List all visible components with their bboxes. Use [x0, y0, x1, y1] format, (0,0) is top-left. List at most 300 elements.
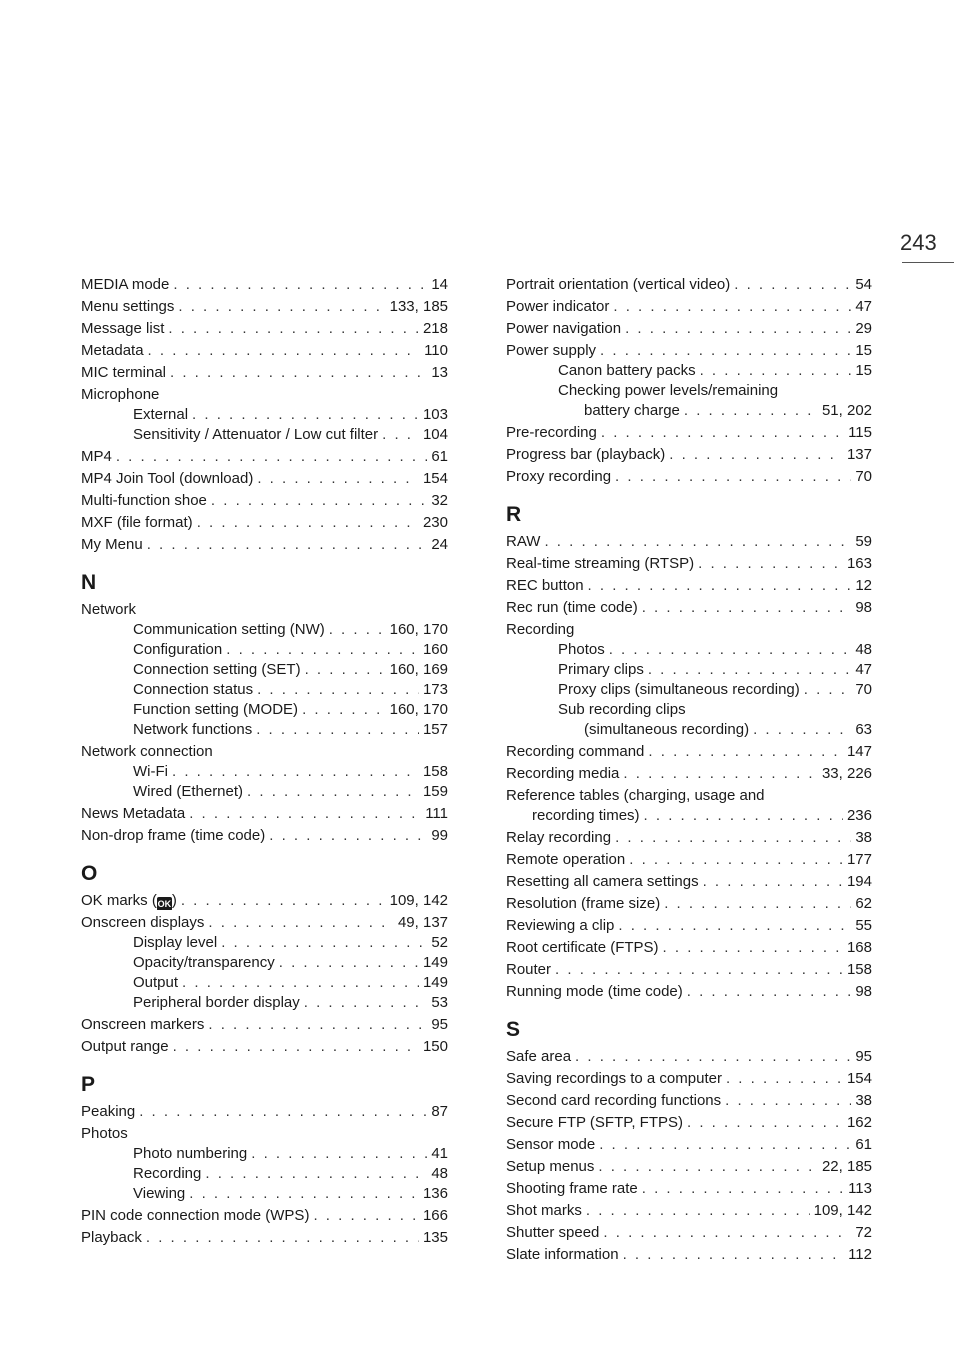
index-term: My Menu	[81, 536, 143, 553]
index-pages: 159	[422, 783, 448, 800]
dot-leader	[615, 828, 851, 847]
index-entry[interactable]	[506, 467, 872, 486]
dot-leader	[181, 891, 386, 910]
index-term: Resolution (frame size)	[506, 895, 661, 912]
index-entry[interactable]	[506, 982, 872, 1001]
index-term: Playback	[81, 1229, 142, 1246]
index-entry[interactable]	[506, 297, 872, 316]
index-pages: 48	[431, 1165, 448, 1182]
index-subentry[interactable]	[81, 993, 448, 1012]
index-pages: 109, 142	[389, 892, 448, 909]
index-term: (simultaneous recording)	[584, 721, 750, 738]
ok-marks-term-close: )	[171, 892, 177, 909]
index-term: Portrait orientation (vertical video)	[506, 276, 731, 293]
dot-leader	[279, 953, 419, 972]
index-term: Safe area	[506, 1048, 572, 1065]
dot-leader	[642, 1179, 844, 1198]
index-entry[interactable]	[81, 826, 448, 845]
dot-leader	[172, 762, 419, 781]
index-entry[interactable]	[81, 535, 448, 554]
index-pages: 115	[848, 424, 872, 441]
index-pages: 70	[855, 468, 872, 485]
index-term: Running mode (time code)	[506, 983, 683, 1000]
dot-leader	[684, 401, 818, 420]
index-pages: 14	[431, 276, 448, 293]
index-subentry[interactable]	[81, 680, 448, 699]
index-pages: 150	[422, 1038, 448, 1055]
index-term: Rec run (time code)	[506, 599, 638, 616]
index-entry-parent	[506, 620, 872, 639]
section-heading-n: N	[81, 571, 97, 594]
section-heading-o: O	[81, 862, 98, 885]
index-pages: 32	[431, 492, 448, 509]
dot-leader	[644, 806, 843, 825]
index-subentry[interactable]	[506, 401, 872, 420]
index-subentry[interactable]	[506, 660, 872, 679]
index-pages: 230	[422, 514, 448, 531]
index-term: Connection setting (SET)	[133, 661, 301, 678]
index-pages: 154	[422, 470, 448, 487]
index-entry[interactable]	[81, 469, 448, 488]
index-subentry[interactable]	[506, 720, 872, 739]
index-pages: 49, 137	[397, 914, 448, 931]
index-entry[interactable]	[506, 850, 872, 869]
dot-leader	[208, 1015, 427, 1034]
index-entry[interactable]	[506, 598, 872, 617]
index-entry[interactable]	[506, 1091, 872, 1110]
index-subentry[interactable]	[81, 640, 448, 659]
dot-leader	[146, 1228, 419, 1247]
index-term: RAW	[506, 533, 541, 550]
index-term: MP4	[81, 448, 112, 465]
index-entry[interactable]	[506, 532, 872, 551]
index-term: Message list	[81, 320, 165, 337]
dot-leader	[615, 467, 851, 486]
dot-leader	[147, 535, 428, 554]
dot-leader	[329, 620, 386, 639]
dot-leader	[304, 993, 428, 1012]
index-entry[interactable]	[81, 891, 448, 910]
index-pages: 41	[431, 1145, 448, 1162]
page-number: 243	[900, 230, 937, 255]
dot-leader	[575, 1047, 851, 1066]
index-pages: 95	[431, 1016, 448, 1033]
index-term: Recording command	[506, 743, 645, 760]
index-entry[interactable]	[506, 1069, 872, 1088]
index-pages: 13	[431, 364, 448, 381]
index-term: Recording	[133, 1165, 202, 1182]
index-pages: 194	[846, 873, 872, 890]
dot-leader	[178, 297, 385, 316]
index-entry-parent	[506, 786, 872, 805]
dot-leader	[173, 275, 427, 294]
index-term: Communication setting (NW)	[133, 621, 325, 638]
index-entry[interactable]	[81, 804, 448, 823]
index-term: Router	[506, 961, 552, 978]
index-subentry[interactable]	[81, 782, 448, 801]
dot-leader	[623, 764, 818, 783]
index-pages: 157	[422, 721, 448, 738]
index-subentry[interactable]	[81, 953, 448, 972]
index-subentry[interactable]	[81, 933, 448, 952]
dot-leader	[687, 982, 852, 1001]
index-entry[interactable]	[81, 341, 448, 360]
dot-leader	[588, 576, 852, 595]
index-entry[interactable]	[506, 938, 872, 957]
dot-leader	[664, 894, 851, 913]
index-pages: 160	[422, 641, 448, 658]
index-pages: 103	[422, 406, 448, 423]
dot-leader	[173, 1037, 419, 1056]
dot-leader	[703, 872, 843, 891]
index-entry[interactable]	[506, 742, 872, 761]
index-term: Recording	[506, 621, 575, 638]
dot-leader	[544, 532, 851, 551]
index-entry[interactable]	[81, 491, 448, 510]
index-term: Saving recordings to a computer	[506, 1070, 722, 1087]
index-pages: 63	[855, 721, 872, 738]
index-pages: 112	[848, 1246, 872, 1263]
index-pages: 98	[855, 599, 872, 616]
index-pages: 61	[431, 448, 448, 465]
dot-leader	[613, 297, 851, 316]
index-entry[interactable]	[506, 828, 872, 847]
index-term: Photos	[81, 1125, 128, 1142]
index-entry[interactable]	[506, 1047, 872, 1066]
index-term: Peripheral border display	[133, 994, 300, 1011]
index-entry[interactable]	[506, 554, 872, 573]
index-pages: 38	[855, 1092, 872, 1109]
ok-marks-term: OK marks (	[81, 892, 157, 909]
index-term: REC button	[506, 577, 584, 594]
index-pages: 133, 185	[389, 298, 448, 315]
index-term: Reviewing a clip	[506, 917, 615, 934]
dot-leader	[600, 341, 851, 360]
dot-leader	[197, 513, 419, 532]
index-pages: 47	[855, 661, 872, 678]
index-subentry[interactable]	[81, 405, 448, 424]
index-term: Shot marks	[506, 1202, 582, 1219]
index-pages: 160, 170	[389, 621, 448, 638]
dot-leader	[687, 1113, 843, 1132]
dot-leader	[698, 554, 843, 573]
index-pages: 15	[855, 362, 872, 379]
index-pages: 95	[855, 1048, 872, 1065]
index-pages: 160, 170	[389, 701, 448, 718]
dot-leader	[586, 1201, 810, 1220]
index-term: MXF (file format)	[81, 514, 193, 531]
dot-leader	[256, 720, 419, 739]
index-entry[interactable]	[81, 447, 448, 466]
section-heading-r: R	[506, 503, 522, 526]
dot-leader	[226, 640, 419, 659]
index-pages: 111	[425, 805, 448, 822]
index-pages: 136	[422, 1185, 448, 1202]
dot-leader	[208, 913, 394, 932]
index-subentry[interactable]	[506, 680, 872, 699]
index-entry[interactable]	[506, 894, 872, 913]
index-term: Photo numbering	[133, 1145, 248, 1162]
dot-leader	[205, 1164, 427, 1183]
index-subentry[interactable]	[506, 361, 872, 380]
dot-leader	[148, 341, 421, 360]
index-term: Configuration	[133, 641, 223, 658]
index-pages: 54	[855, 276, 872, 293]
index-pages: 38	[855, 829, 872, 846]
dot-leader	[725, 1091, 851, 1110]
index-entry-parent	[81, 1124, 448, 1143]
dot-leader	[139, 1102, 427, 1121]
index-term: News Metadata	[81, 805, 186, 822]
index-entry[interactable]	[81, 275, 448, 294]
index-subentry[interactable]	[506, 640, 872, 659]
index-entry[interactable]	[506, 1245, 872, 1264]
dot-leader	[618, 916, 851, 935]
index-term: Non-drop frame (time code)	[81, 827, 266, 844]
index-pages: 61	[855, 1136, 872, 1153]
index-entry[interactable]	[506, 275, 872, 294]
index-entry[interactable]	[506, 1113, 872, 1132]
index-entry[interactable]	[81, 1206, 448, 1225]
index-pages: 47	[855, 298, 872, 315]
index-entry[interactable]	[81, 1037, 448, 1056]
index-term: Second card recording functions	[506, 1092, 722, 1109]
index-term: Canon battery packs	[558, 362, 696, 379]
index-term	[81, 891, 177, 910]
index-term: Power indicator	[506, 298, 610, 315]
index-entry[interactable]	[81, 913, 448, 932]
index-entry[interactable]	[81, 363, 448, 382]
dot-leader	[182, 973, 419, 992]
index-pages: 109, 142	[813, 1202, 872, 1219]
index-term: Root certificate (FTPS)	[506, 939, 659, 956]
section-heading-s: S	[506, 1018, 521, 1041]
index-term: Power supply	[506, 342, 597, 359]
index-pages: 158	[422, 763, 448, 780]
index-term: Peaking	[81, 1103, 136, 1120]
dot-leader	[753, 720, 851, 739]
index-entry[interactable]	[506, 576, 872, 595]
dot-leader	[642, 598, 852, 617]
index-entry[interactable]	[506, 960, 872, 979]
index-subentry[interactable]	[81, 700, 448, 719]
index-pages: 51, 202	[821, 402, 872, 419]
index-entry[interactable]	[506, 1157, 872, 1176]
index-term: Microphone	[81, 386, 160, 403]
index-entry-parent	[81, 385, 448, 404]
index-pages: 173	[422, 681, 448, 698]
index-entry[interactable]	[506, 445, 872, 464]
index-term: Sensor mode	[506, 1136, 596, 1153]
index-term: Power navigation	[506, 320, 622, 337]
dot-leader	[603, 1223, 851, 1242]
dot-leader	[734, 275, 851, 294]
index-subentry[interactable]	[81, 1144, 448, 1163]
dot-leader	[623, 1245, 845, 1264]
index-term: Onscreen displays	[81, 914, 205, 931]
index-term: MIC terminal	[81, 364, 167, 381]
dot-leader	[313, 1206, 419, 1225]
index-term: Recording media	[506, 765, 620, 782]
index-term: Viewing	[133, 1185, 186, 1202]
dot-leader	[189, 804, 421, 823]
index-pages: 98	[855, 983, 872, 1000]
dot-leader	[625, 319, 851, 338]
index-pages: 154	[846, 1070, 872, 1087]
index-entry[interactable]	[506, 341, 872, 360]
page-number-rule	[902, 262, 954, 263]
index-pages: 110	[424, 342, 448, 359]
index-pages: 177	[846, 851, 872, 868]
index-term: Opacity/transparency	[133, 954, 275, 971]
index-pages: 149	[422, 954, 448, 971]
dot-leader	[192, 405, 419, 424]
index-term: Wi-Fi	[133, 763, 168, 780]
index-term: MP4 Join Tool (download)	[81, 470, 254, 487]
index-entry[interactable]	[81, 513, 448, 532]
index-entry[interactable]	[506, 423, 872, 442]
dot-leader	[251, 1144, 427, 1163]
index-term: Onscreen markers	[81, 1016, 205, 1033]
dot-leader	[629, 850, 843, 869]
index-term: Sub recording clips	[558, 701, 686, 718]
dot-leader	[700, 361, 852, 380]
index-term: Function setting (MODE)	[133, 701, 299, 718]
index-pages: 149	[422, 974, 448, 991]
index-subentry[interactable]	[81, 660, 448, 679]
index-term: Display level	[133, 934, 218, 951]
dot-leader	[170, 363, 427, 382]
dot-leader	[269, 826, 427, 845]
index-term: Output	[133, 974, 179, 991]
ok-mark-icon: OK	[157, 899, 172, 909]
index-entry[interactable]	[506, 1179, 872, 1198]
index-pages: 24	[431, 536, 448, 553]
index-subentry[interactable]	[81, 1164, 448, 1183]
dot-leader	[257, 469, 419, 488]
index-pages: 52	[431, 934, 448, 951]
index-entry[interactable]	[81, 1102, 448, 1121]
dot-leader	[302, 700, 386, 719]
index-entry[interactable]	[506, 806, 872, 825]
index-pages: 137	[846, 446, 872, 463]
index-entry[interactable]	[506, 916, 872, 935]
section-heading-p: P	[81, 1073, 96, 1096]
index-pages: 218	[422, 320, 448, 337]
index-term: Output range	[81, 1038, 169, 1055]
index-pages: 70	[855, 681, 872, 698]
index-pages: 158	[846, 961, 872, 978]
index-term: Photos	[558, 641, 605, 658]
dot-leader	[116, 447, 427, 466]
index-subentry[interactable]	[81, 620, 448, 639]
index-term: Remote operation	[506, 851, 626, 868]
index-term: Primary clips	[558, 661, 644, 678]
index-pages: 22, 185	[821, 1158, 872, 1175]
index-entry[interactable]	[81, 1015, 448, 1034]
index-entry[interactable]	[506, 1223, 872, 1242]
index-entry[interactable]	[506, 764, 872, 783]
dot-leader	[609, 640, 852, 659]
dot-leader	[555, 960, 843, 979]
index-entry[interactable]	[506, 319, 872, 338]
index-pages: 166	[422, 1207, 448, 1224]
dot-leader	[726, 1069, 843, 1088]
index-term: Pre-recording	[506, 424, 597, 441]
index-pages: 33, 226	[821, 765, 872, 782]
index-subentry[interactable]	[81, 720, 448, 739]
index-term: Network	[81, 601, 137, 618]
index-entry[interactable]	[506, 1201, 872, 1220]
index-pages: 72	[855, 1224, 872, 1241]
index-entry[interactable]	[506, 872, 872, 891]
index-term: battery charge	[584, 402, 680, 419]
index-subentry[interactable]	[81, 973, 448, 992]
index-pages: 12	[855, 577, 872, 594]
index-term: Slate information	[506, 1246, 619, 1263]
index-pages: 59	[855, 533, 872, 550]
index-entry[interactable]	[81, 297, 448, 316]
dot-leader	[598, 1157, 818, 1176]
index-pages: 87	[431, 1103, 448, 1120]
dot-leader	[305, 660, 386, 679]
index-pages: 29	[855, 320, 872, 337]
index-pages: 55	[855, 917, 872, 934]
index-subentry[interactable]	[81, 425, 448, 444]
index-pages: 62	[855, 895, 872, 912]
index-term: Menu settings	[81, 298, 175, 315]
index-pages: 48	[855, 641, 872, 658]
index-term: MEDIA mode	[81, 276, 170, 293]
dot-leader	[189, 1184, 419, 1203]
index-column-left	[81, 272, 448, 1247]
dot-leader	[211, 491, 427, 510]
dot-leader	[804, 680, 852, 699]
index-pages: 99	[431, 827, 448, 844]
index-term: Network functions	[133, 721, 253, 738]
index-pages: 104	[422, 426, 448, 443]
index-term: Network connection	[81, 743, 213, 760]
index-entry[interactable]	[81, 319, 448, 338]
index-entry-parent	[81, 600, 448, 619]
index-entry[interactable]	[506, 1135, 872, 1154]
index-term: Shutter speed	[506, 1224, 600, 1241]
index-term: Relay recording	[506, 829, 612, 846]
index-term: External	[133, 406, 189, 423]
index-entry[interactable]	[81, 1228, 448, 1247]
index-subentry-heading	[506, 700, 872, 719]
index-term: Shooting frame rate	[506, 1180, 638, 1197]
index-pages: 162	[846, 1114, 872, 1131]
index-term: Resetting all camera settings	[506, 873, 699, 890]
index-term: Sensitivity / Attenuator / Low cut filter	[133, 426, 379, 443]
index-pages: 236	[846, 807, 872, 824]
index-subentry[interactable]	[81, 1184, 448, 1203]
dot-leader	[601, 423, 844, 442]
index-term: Wired (Ethernet)	[133, 783, 244, 800]
dot-leader	[648, 742, 843, 761]
index-term: Reference tables (charging, usage and	[506, 787, 765, 804]
index-subentry[interactable]	[81, 762, 448, 781]
index-term: Multi-function shoe	[81, 492, 207, 509]
index-term: PIN code connection mode (WPS)	[81, 1207, 310, 1224]
index-subentry-heading	[506, 381, 872, 400]
dot-leader	[257, 680, 419, 699]
index-term: recording times)	[532, 807, 640, 824]
index-entry-parent	[81, 742, 448, 761]
index-term: Progress bar (playback)	[506, 446, 666, 463]
index-term: Connection status	[133, 681, 254, 698]
